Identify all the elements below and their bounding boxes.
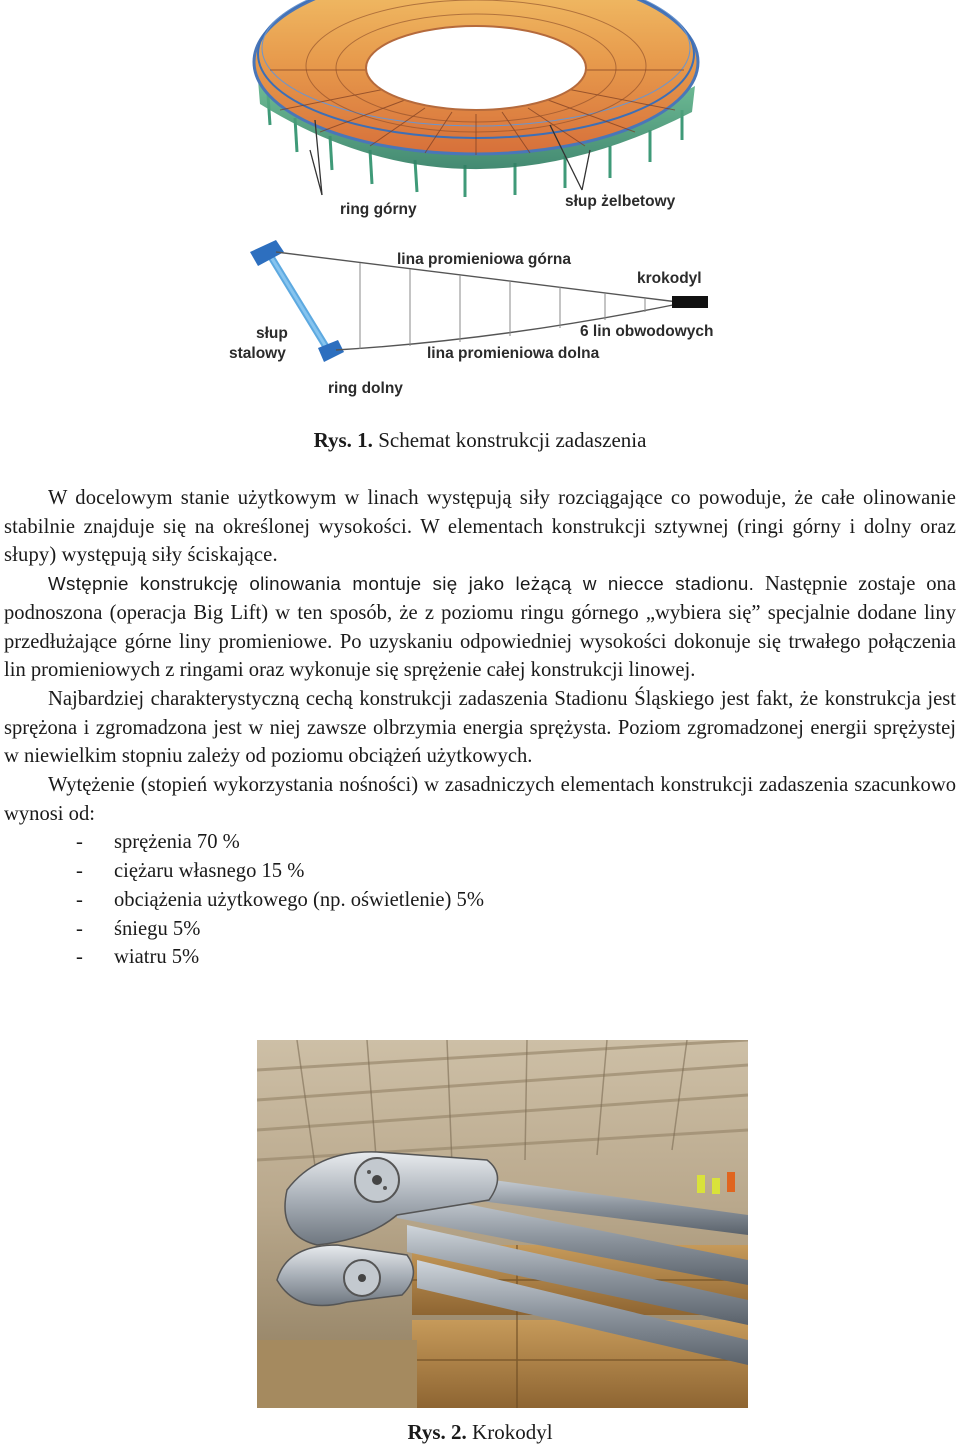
- paragraph-2-sentence-1: Wstępnie konstrukcję olinowania montuje się jako leżącą w niecce stadionu.: [48, 573, 755, 595]
- list-item-text: sprężenia 70 %: [114, 831, 240, 854]
- label-lina-promieniowa-dolna: lina promieniowa dolna: [427, 345, 600, 362]
- krokodyl-photo-illustration: [257, 1040, 748, 1408]
- load-list: [4, 828, 956, 972]
- figure-2-krokodyl-photo: [257, 1040, 748, 1408]
- list-item: [4, 943, 956, 972]
- figure-1-number: Rys. 1.: [313, 428, 373, 452]
- figure-1-roof-schematic: [200, 0, 770, 410]
- list-item: [4, 828, 956, 857]
- list-item: [4, 886, 956, 915]
- list-item-text: ciężaru własnego 15 %: [114, 860, 305, 883]
- list-dash: -: [76, 831, 83, 854]
- figure-2-caption: [0, 1420, 960, 1445]
- list-item: [4, 915, 956, 944]
- krokodyl-block: [672, 296, 708, 308]
- list-dash: -: [76, 860, 83, 883]
- figure-2-caption-text: Krokodyl: [472, 1420, 553, 1444]
- label-stalowy: stalowy: [229, 345, 286, 362]
- label-ring-dolny: ring dolny: [328, 380, 403, 397]
- figure-2-number: Rys. 2.: [407, 1420, 467, 1444]
- figure-1-caption-text: Schemat konstrukcji zadaszenia: [378, 428, 647, 452]
- roof-structure-diagram: [200, 0, 770, 410]
- paragraph-4: Wytężenie (stopień wykorzystania nośności) w zasadniczych elementach konstrukcji zadaszenia szacunkowo wynosi od:: [4, 774, 956, 825]
- list-item-text: śniegu 5%: [114, 917, 201, 940]
- label-6-lin-obwodowych: 6 lin obwodowych: [580, 323, 714, 340]
- label-lina-promieniowa-gorna: lina promieniowa górna: [397, 251, 571, 268]
- label-krokodyl: krokodyl: [637, 270, 702, 287]
- paragraph-1: W docelowym stanie użytkowym w linach występują siły rozciągające co powoduje, że całe olinowanie stabilnie znajduje się na określonej wysokości. W elementach konstrukcji sztywnej (ringi górny i dolny oraz słupy) występują siły ściskające.: [4, 487, 956, 567]
- stadium-roof: [254, 0, 698, 197]
- label-slup: słup: [256, 325, 288, 342]
- figure-1-caption: [0, 428, 960, 453]
- label-slup-zelbetowy: słup żelbetowy: [565, 193, 676, 210]
- paragraph-3: Najbardziej charakterystyczną cechą konstrukcji zadaszenia Stadionu Śląskiego jest fakt, że konstrukcja jest sprężona i zgromadzona jest w niej zawsze olbrzymia energia sprężysta. Poziom zgromadzonej energii sprężystej w niewielkim stopniu zależy od poziomu obciążeń użytkowych.: [4, 687, 956, 768]
- list-dash: -: [76, 917, 83, 940]
- paragraph-2-sentence-2: Następnie zostaje ona podnoszona (operacja Big Lift) w ten sposób, że z poziomu ringu górnego „wybiera się” specjalnie dodane liny przedłużające górne liny promieniowe.: [4, 573, 956, 653]
- list-item-text: wiatru 5%: [114, 946, 200, 969]
- list-dash: -: [76, 946, 83, 969]
- list-dash: -: [76, 888, 83, 911]
- list-item-text: obciążenia użytkowego (np. oświetlenie) 5%: [114, 888, 484, 911]
- label-ring-gorny: ring górny: [340, 201, 417, 218]
- paragraph-2: [4, 570, 956, 685]
- list-item: [4, 857, 956, 886]
- body-text: [4, 484, 956, 972]
- paragraph-2-sentence-3: Po uzyskaniu odpowiedniej wysokości dokonuje się trwałego połączenia lin promieniowych z ringami oraz wykonuje się sprężenie całej konstrukcji linowej.: [4, 630, 957, 682]
